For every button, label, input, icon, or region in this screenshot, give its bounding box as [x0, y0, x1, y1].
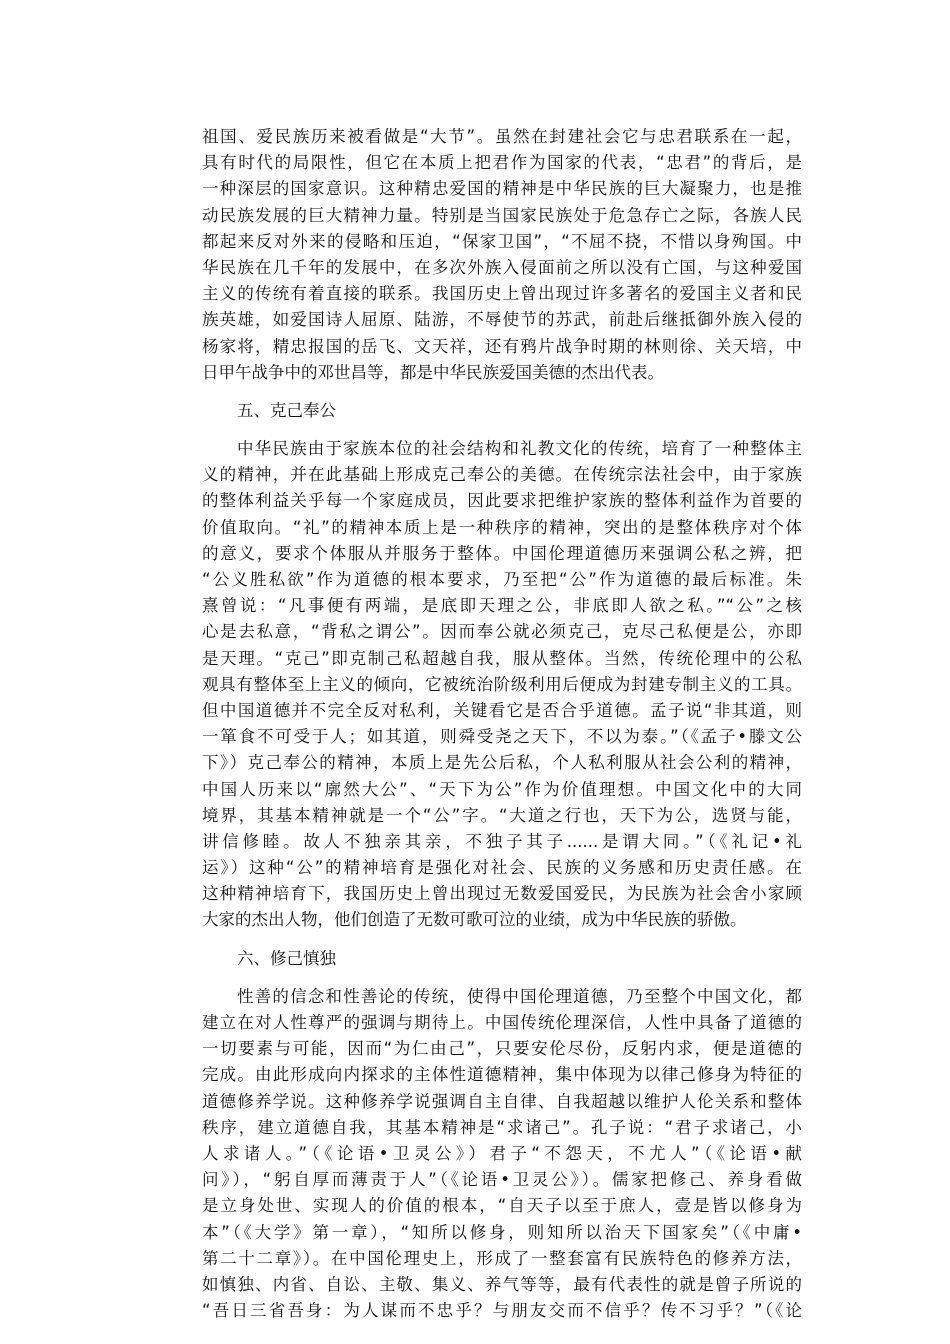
text-line: “吾日三省吾身：为人谋而不忠乎？与朋友交而不信乎？传不习乎？”（《论: [202, 1301, 802, 1321]
text-line: 道德修养学说。这种修养学说强调自主自律、自我超越以维护人伦关系和整体: [202, 1091, 802, 1111]
paragraph-self-cultivation: [202, 984, 802, 1324]
text-line: 完成。由此形成向内探求的主体性道德精神，集中体现为以律己修身为特征的: [202, 1065, 802, 1085]
text-line: 具有时代的局限性，但它在本质上把君作为国家的代表，“忠君”的背后，是: [202, 153, 802, 173]
text-line: 一切要素与可能，因而“为仁由己”，只要安伦尽份，反躬内求，便是道德的: [202, 1039, 802, 1059]
text-line: 的整体利益关乎每一个家庭成员，因此要求把维护家族的整体利益作为首要的: [202, 491, 802, 511]
text-line: 族英雄，如爱国诗人屈原、陆游，不辱使节的苏武，前赴后继抵御外族入侵的: [202, 310, 802, 330]
text-line: 第二十二章》）。在中国伦理史上，形成了一整套富有民族特色的修养方法，: [202, 1248, 802, 1268]
text-line: 义的精神，并在此基础上形成克己奉公的美德。在传统宗法社会中，由于家族: [202, 465, 802, 485]
text-line: 祖国、爱民族历来被看做是“大节”。虽然在封建社会它与忠君联系在一起，: [202, 127, 802, 146]
text-line: 运》）这种“公”的精神培育是强化对社会、民族的义务感和历史责任感。在: [202, 858, 802, 878]
text-line: “公义胜私欲”作为道德的根本要求，乃至把“公”作为道德的最后标准。朱: [202, 570, 802, 589]
text-line: 秩序，建立道德自我，其基本精神是“求诸己”。孔子说：“君子求诸己，小: [202, 1117, 802, 1137]
text-line: 一种深层的国家意识。这种精忠爱国的精神是中华民族的巨大凝聚力，也是推: [202, 179, 802, 199]
paragraph-public-spirit: [202, 436, 802, 934]
text-line: 问》），“躬自厚而薄责于人”（《论语•卫灵公》）。儒家把修己、养身看做: [202, 1170, 802, 1190]
text-line: 这种精神培育下，我国历史上曾出现过无数爱国爱民，为民族为社会舍小家顾: [202, 884, 802, 904]
section-heading-5: 五、克己奉公: [237, 400, 336, 420]
text-line: 建立在对人性尊严的强调与期待上。中国传统伦理深信，人性中具备了道德的: [202, 1013, 802, 1032]
text-line: 熹曾说：“凡事便有两端，是底即天理之公，非底即人欲之私。”“公”之核: [202, 596, 802, 616]
text-line: 中华民族由于家族本位的社会结构和礼教文化的传统，培育了一种整体主: [237, 439, 802, 459]
text-line: 如慎独、内省、自讼、主敬、集义、养气等等，最有代表性的就是曾子所说的: [202, 1274, 802, 1294]
text-line: 大家的杰出人物，他们创造了无数可歌可泣的业绩，成为中华民族的骄傲。: [202, 910, 747, 930]
section-heading-6: 六、修己慎独: [237, 948, 336, 968]
text-line: 中国人历来以“廓然大公”、“天下为公”作为价值理想。中国文化中的大同: [202, 779, 802, 799]
text-line: 性善的信念和性善论的传统，使得中国伦理道德，乃至整个中国文化，都: [237, 986, 802, 1006]
text-line: 境界，其基本精神就是一个“公”字。“大道之行也，天下为公，选贤与能，: [202, 805, 802, 825]
text-line: 都起来反对外来的侵略和压迫，“保家卫国”，“不屈不挠，不惜以身殉国。中: [202, 231, 802, 251]
text-line: 讲信修睦。故人不独亲其亲，不独子其子......是谓大同。”（《礼记•礼: [202, 831, 802, 851]
text-line: 杨家将，精忠报国的岳飞、文天祥，还有鸦片战争时期的林则徐、关天培，中: [202, 336, 802, 356]
text-line: 心是去私意，“背私之谓公”。因而奉公就必须克己，克尽己私便是公，亦即: [202, 622, 802, 642]
text-line: 本”（《大学》第一章），“知所以修身，则知所以治天下国家矣”（《中庸•: [202, 1222, 802, 1242]
text-line: 是天理。“克己”即克制己私超越自我，服从整体。当然，传统伦理中的公私: [202, 648, 802, 668]
text-line: 人求诸人。”（《论语•卫灵公》）君子“不怨天，不尤人”（《论语•献: [202, 1143, 802, 1163]
text-line: 是立身处世、实现人的价值的根本，“自天子以至于庶人，壹是皆以修身为: [202, 1196, 802, 1216]
text-line: 下》）克己奉公的精神，本质上是先公后私，个人私利服从社会公利的精神，: [202, 753, 802, 773]
paragraph-patriotism: [202, 124, 802, 386]
text-line: 日甲午战争中的邓世昌等，都是中华民族爱国美德的杰出代表。: [202, 362, 664, 382]
text-line: 动民族发展的巨大精神力量。特别是当国家民族处于危急存亡之际，各族人民: [202, 205, 802, 225]
document-body: [202, 124, 802, 1324]
text-line: 的意义，要求个体服从并服务于整体。中国伦理道德历来强调公私之辨，把: [202, 543, 802, 563]
text-line: 但中国道德并不完全反对私利，关键看它是否合乎道德。孟子说“非其道，则: [202, 700, 802, 720]
text-line: 主义的传统有着直接的联系。我国历史上曾出现过许多著名的爱国主义者和民: [202, 284, 802, 304]
text-line: 观具有整体至上主义的倾向，它被统治阶级利用后便成为封建专制主义的工具。: [202, 674, 802, 694]
text-line: 价值取向。“礼”的精神本质上是一种秩序的精神，突出的是整体秩序对个体: [202, 517, 802, 537]
text-line: 一箪食不可受于人；如其道，则舜受尧之天下，不以为泰。”（《孟子•滕文公: [202, 727, 802, 747]
text-line: 华民族在几千年的发展中，在多次外族入侵面前之所以没有亡国，与这种爱国: [202, 257, 802, 277]
